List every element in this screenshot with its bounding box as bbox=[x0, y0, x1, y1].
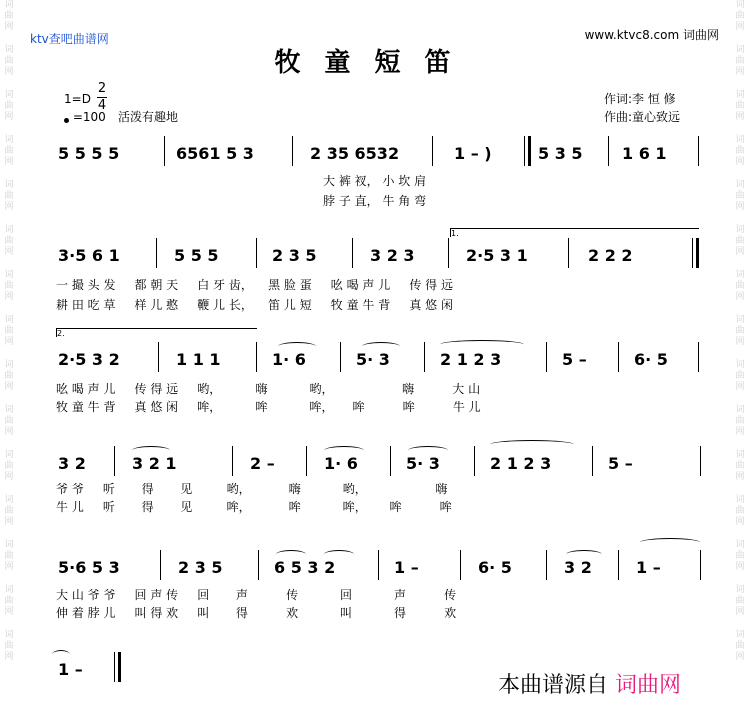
measure: 2 – bbox=[250, 454, 275, 473]
time-bottom: 4 bbox=[97, 98, 107, 113]
quarter-note-icon bbox=[64, 118, 69, 123]
measure: 2 1 2 3 bbox=[490, 454, 552, 473]
site-name-left: ktv查吧曲谱网 bbox=[30, 32, 109, 46]
measure: 1 – ) bbox=[454, 144, 492, 163]
measure: 1 1 1 bbox=[176, 350, 221, 369]
source-prefix: 本曲谱源自 bbox=[498, 673, 609, 698]
key-signature: 1=D bbox=[64, 92, 91, 106]
watermark-left: 词曲网 词曲网 词曲网 词曲网 词曲网 词曲网 词曲网 词曲网 词曲网 词曲网 词曲网 词曲网 词曲网 词曲网 词曲网 bbox=[4, 0, 14, 662]
slur bbox=[440, 340, 524, 349]
source-name: 词曲网 bbox=[615, 673, 682, 698]
lyric-line: 一 撮 头 发 都 朝 天 白 牙 齿， 黑 脸 蛋 吆 喝 声 儿 传 得 远 bbox=[56, 278, 453, 292]
measure: 5 5 5 5 bbox=[58, 144, 120, 163]
measure: 5 5 5 bbox=[174, 246, 219, 265]
lyric-line: 吆 喝 声 儿 传 得 远 哟， 嗨 哟， 嗨 大 山 bbox=[56, 382, 481, 396]
page-title: 牧童短笛 bbox=[274, 48, 475, 78]
expression-mark: 活泼有趣地 bbox=[118, 110, 179, 124]
measure: 3·5 6 1 bbox=[58, 246, 120, 265]
lyric-line: 爷 爷 听 得 见 哟， 嗨 哟， 嗨 bbox=[56, 482, 448, 496]
lyric-line: 牧 童 牛 背 真 悠 闲 哞， 哞 哞， 哞 哞 牛 儿 bbox=[56, 400, 481, 414]
measure: 2 1 2 3 bbox=[440, 350, 502, 369]
measure: 1 – bbox=[636, 558, 661, 577]
measure: 5 – bbox=[608, 454, 633, 473]
measure: 6 5 3 2 bbox=[274, 558, 336, 577]
measure: 1· 6 bbox=[272, 350, 306, 369]
lyricist-credit: 作词:李 恒 修 bbox=[604, 92, 676, 106]
measure: 3 2 1 bbox=[132, 454, 177, 473]
measure: 5 3 5 bbox=[538, 144, 583, 163]
measure: 2·5 3 2 bbox=[58, 350, 120, 369]
composer-credit: 作曲:童心致远 bbox=[604, 110, 681, 124]
tempo-value: =100 bbox=[72, 110, 106, 124]
measure: 2 3 5 bbox=[272, 246, 317, 265]
measure: 5· 3 bbox=[356, 350, 390, 369]
time-signature bbox=[97, 82, 107, 113]
lyric-line: 大 山 爷 爷 回 声 传 回 声 传 回 声 传 bbox=[56, 588, 457, 602]
lyric-line: 伸 着 脖 儿 叫 得 欢 叫 得 欢 叫 得 欢 bbox=[56, 606, 457, 620]
measure: 1 – bbox=[394, 558, 419, 577]
lyric-line: 牛 儿 听 得 见 哞， 哞 哞， 哞 哞 bbox=[56, 500, 452, 514]
measure: 2·5 3 1 bbox=[466, 246, 528, 265]
measure: 1 6 1 bbox=[622, 144, 667, 163]
lyric-line: 脖 子 直， 牛 角 弯 bbox=[56, 194, 427, 208]
measure: 2 2 2 bbox=[588, 246, 633, 265]
lyric-line: 耕 田 吃 草 样 儿 憨 鞭 儿 长， 笛 儿 短 牧 童 牛 背 真 悠 闲 bbox=[56, 298, 453, 312]
measure: 6· 5 bbox=[478, 558, 512, 577]
measure: 3 2 bbox=[564, 558, 592, 577]
tempo-mark bbox=[64, 110, 106, 124]
measure: 6561 5 3 bbox=[176, 144, 254, 163]
tie bbox=[52, 650, 70, 659]
source-credit bbox=[498, 668, 681, 699]
time-top: 2 bbox=[97, 81, 107, 96]
watermark-right: 词曲网 词曲网 词曲网 词曲网 词曲网 词曲网 词曲网 词曲网 词曲网 词曲网 词曲网 词曲网 词曲网 词曲网 词曲网 bbox=[735, 0, 745, 662]
measure: 2 35 6532 bbox=[310, 144, 400, 163]
site-brand: 词曲网 bbox=[682, 28, 719, 42]
slur bbox=[490, 440, 574, 449]
measure: 1· 6 bbox=[324, 454, 358, 473]
measure: 5·6 5 3 bbox=[58, 558, 120, 577]
measure: 1 – bbox=[58, 660, 83, 679]
site-url: www.ktvc8.com bbox=[584, 28, 680, 42]
site-name-right bbox=[585, 26, 719, 43]
tie bbox=[640, 538, 700, 547]
measure: 3 2 3 bbox=[370, 246, 415, 265]
measure: 5· 3 bbox=[406, 454, 440, 473]
lyric-line: 大 裤 衩， 小 坎 肩 bbox=[56, 174, 427, 188]
measure: 5 – bbox=[562, 350, 587, 369]
measure: 3 2 bbox=[58, 454, 86, 473]
measure: 2 3 5 bbox=[178, 558, 223, 577]
volta-bracket: 2. bbox=[56, 328, 257, 337]
volta-bracket: 1. bbox=[450, 228, 699, 237]
measure: 6· 5 bbox=[634, 350, 668, 369]
